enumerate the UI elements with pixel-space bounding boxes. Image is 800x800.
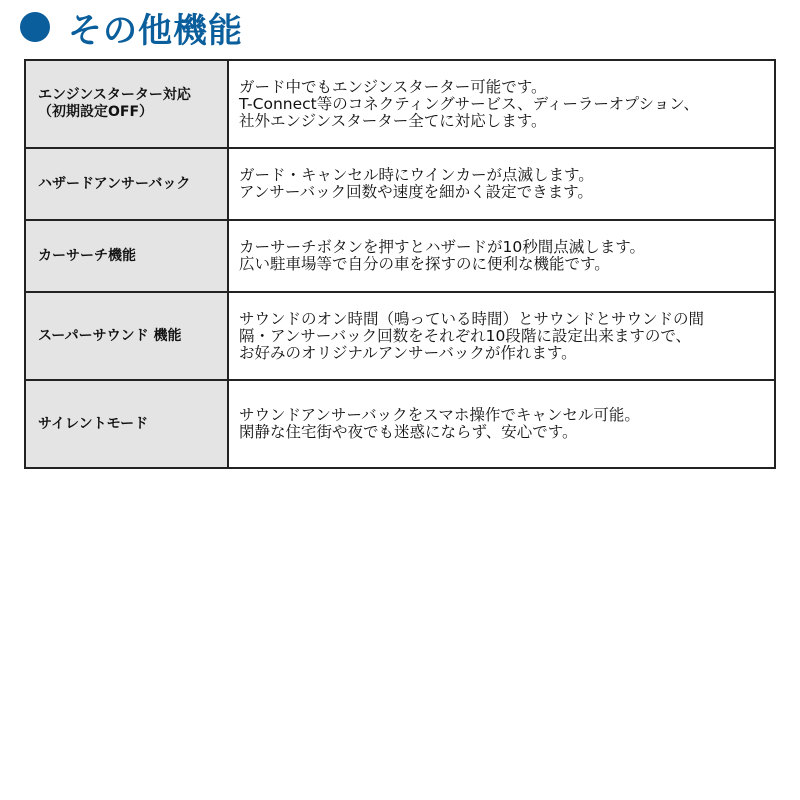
feature-description-engine-starter: ガード中でもエンジンスターター可能です。 T-Connect等のコネクティングサービス、ディーラーオプション、 社外エンジンスターター全てに対応します。	[228, 60, 775, 148]
feature-name-hazard-answerback: ハザードアンサーバック	[25, 148, 228, 220]
feature-table	[24, 59, 776, 469]
feature-description-hazard-answerback: ガード・キャンセル時にウインカーが点滅します。 アンサーバック回数や速度を細かく設定できます。	[228, 148, 775, 220]
feature-description-silent-mode: サウンドアンサーバックをスマホ操作でキャンセル可能。 閑静な住宅街や夜でも迷惑にならず、安心です。	[228, 380, 775, 468]
table-row	[25, 380, 775, 468]
feature-name-super-sound: スーパーサウンド 機能	[25, 292, 228, 380]
section-title: その他機能	[68, 10, 243, 51]
table-row	[25, 220, 775, 292]
feature-description-car-search: カーサーチボタンを押すとハザードが10秒間点滅します。 広い駐車場等で自分の車を探すのに便利な機能です。	[228, 220, 775, 292]
section-heading	[20, 4, 243, 50]
feature-name-engine-starter: エンジンスターター対応 （初期設定OFF）	[25, 60, 228, 148]
table-row	[25, 292, 775, 380]
table-row	[25, 60, 775, 148]
table-row	[25, 148, 775, 220]
feature-description-super-sound: サウンドのオン時間（鳴っている時間）とサウンドとサウンドの間 隔・アンサーバック回数をそれぞれ10段階に設定出来ますので、 お好みのオリジナルアンサーバックが作れます。	[228, 292, 775, 380]
bullet-circle-icon	[20, 12, 50, 42]
feature-name-car-search: カーサーチ機能	[25, 220, 228, 292]
feature-name-silent-mode: サイレントモード	[25, 380, 228, 468]
